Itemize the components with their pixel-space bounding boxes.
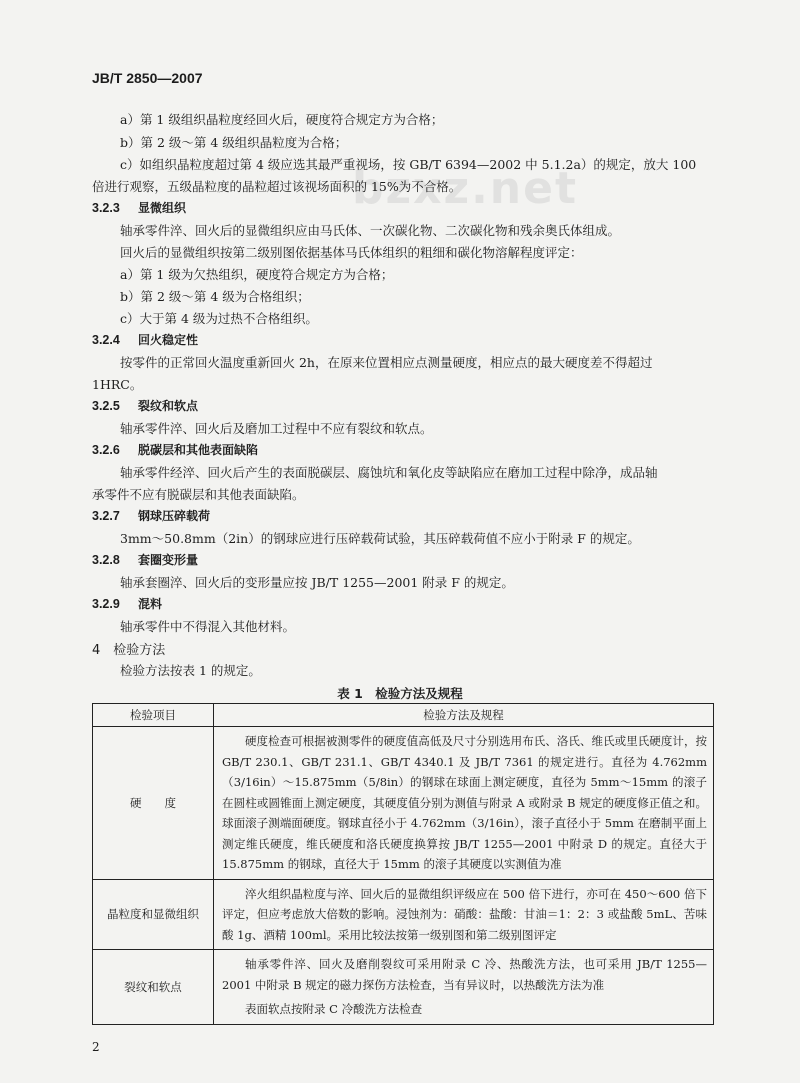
section-title: 混料 [138, 597, 163, 611]
section-3-2-4 [92, 331, 198, 348]
row-desc-text: 轴承零件淬、回火及磨削裂纹可采用附录 C 冷、热酸洗方法，也可采用 JB/T 1255—2001 中附录 B 规定的磁力探伤方法检查，当有异议时，以热酸洗方法为准 [222, 957, 707, 992]
section-3-2-9 [92, 595, 162, 612]
row-desc [214, 727, 714, 880]
paragraph: 轴承零件淬、回火后及磨加工过程中不应有裂纹和软点。 [120, 421, 433, 436]
row-desc [214, 879, 714, 950]
watermark: bzxz.net [352, 163, 579, 214]
section-title: 脱碳层和其他表面缺陷 [138, 443, 259, 457]
paragraph: 轴承零件经淬、回火后产生的表面脱碳层、腐蚀坑和氧化皮等缺陷应在磨加工过程中除净，成品轴 [120, 465, 658, 480]
paragraph: 按零件的正常回火温度重新回火 2h，在原来位置相应点测量硬度，相应点的最大硬度差不得超过 [120, 355, 653, 370]
section-3-2-7 [92, 507, 210, 524]
section-3-2-6 [92, 441, 258, 458]
table-row [93, 879, 714, 950]
section-number: 3.2.7 [92, 509, 120, 523]
col-header-method: 检验方法及规程 [214, 704, 714, 727]
paragraph-cont: 承零件不应有脱碳层和其他表面缺陷。 [92, 487, 305, 502]
inspection-table [92, 703, 714, 1025]
table-row [93, 950, 714, 1025]
paragraph: 回火后的显微组织按第二级别图依据基体马氏体组织的粗细和碳化物溶解程度评定： [120, 245, 583, 260]
list-item: b）第 2 级～第 4 级为合格组织； [120, 289, 310, 304]
paragraph: 轴承零件中不得混入其他材料。 [120, 619, 296, 634]
section-number: 3.2.3 [92, 201, 120, 215]
paragraph-cont: 1HRC。 [92, 377, 143, 392]
row-desc [214, 950, 714, 1025]
section-title: 套圈变形量 [138, 553, 199, 567]
row-item: 裂纹和软点 [93, 950, 214, 1025]
row-desc-text: 硬度检查可根据被测零件的硬度值高低及尺寸分别选用布氏、洛氏、维氏或里氏硬度计，按GB/T 230.1、GB/T 231.1、GB/T 4340.1 及 JB/T 7361 的规定进行。直径为 4.762mm（3/16in）～15.875mm（5/8in）的钢球在球面上测定硬度，直径为 5mm～15mm 的滚子在圆柱或圆锥面上测定硬度，其硬度值分别为测值与附录 A 或附录 B 规定的硬度修正值之和。球面滚子测端面硬度。钢球直径小于 4.762mm（3/16in），滚子直径小于 5mm 在磨制平面上测定维氏硬度，维氏硬度和洛氏硬度换算按 JB/T 1255—2001 中附录 D 的规定。直径大于 15.875mm 的钢球，直径大于 15mm 的滚子其硬度以实测值为准 [222, 734, 707, 871]
paragraph: 检验方法按表 1 的规定。 [120, 663, 261, 678]
table-caption: 表 1 检验方法及规程 [337, 686, 463, 701]
row-desc-text: 淬火组织晶粒度与淬、回火后的显微组织评级应在 500 倍下进行，亦可在 450～600 倍下评定，但应考虑放大倍数的影响。浸蚀剂为：硝酸：盐酸：甘油＝1：2：3 或盐酸 5mL、苦味酸 1g、酒精 100ml。采用比较法按第一级别图和第二级别图评定 [222, 886, 707, 942]
table-header-row [93, 704, 714, 727]
section-3-2-3 [92, 199, 186, 216]
section-title: 回火稳定性 [138, 333, 199, 347]
paragraph: 3mm～50.8mm（2in）的钢球应进行压碎载荷试验，其压碎载荷值不应小于附录 F 的规定。 [120, 531, 640, 546]
list-item-a: a）第 1 级组织晶粒度经回火后，硬度符合规定方为合格； [120, 112, 444, 127]
section-number: 3.2.6 [92, 443, 120, 457]
section-title: 钢球压碎载荷 [138, 509, 211, 523]
table-row [93, 727, 714, 880]
list-item-b: b）第 2 级～第 4 级组织晶粒度为合格； [120, 135, 348, 150]
list-item-c-cont: 倍进行观察，五级晶粒度的晶粒超过该视场面积的 15%为不合格。 [92, 179, 462, 194]
section-title: 裂纹和软点 [138, 399, 199, 413]
section-number: 3.2.8 [92, 553, 120, 567]
list-item-c: c）如组织晶粒度超过第 4 级应选其最严重视场，按 GB/T 6394—2002 中 5.1.2a）的规定，放大 100 [120, 157, 697, 172]
paragraph: 轴承套圈淬、回火后的变形量应按 JB/T 1255—2001 附录 F 的规定。 [120, 575, 514, 590]
paragraph: 轴承零件淬、回火后的显微组织应由马氏体、一次碳化物、二次碳化物和残余奥氏体组成。 [120, 223, 621, 238]
list-item: a）第 1 级为欠热组织，硬度符合规定方为合格； [120, 267, 394, 282]
row-item: 硬 度 [93, 727, 214, 880]
section-3-2-5 [92, 397, 198, 414]
section-3-2-8 [92, 551, 198, 568]
section-number: 3.2.4 [92, 333, 120, 347]
section-title: 显微组织 [138, 201, 187, 215]
section-number: 3.2.9 [92, 597, 120, 611]
page-number: 2 [92, 1040, 100, 1054]
section-4-heading: 4 检验方法 [92, 643, 166, 658]
standard-header: JB/T 2850—2007 [92, 70, 203, 86]
row-item: 晶粒度和显微组织 [93, 879, 214, 950]
list-item: c）大于第 4 级为过热不合格组织。 [120, 311, 318, 326]
row-desc-text-2: 表面软点按附录 C 冷酸洗方法检查 [245, 1002, 423, 1016]
section-number: 3.2.5 [92, 399, 120, 413]
col-header-item: 检验项目 [93, 704, 214, 727]
